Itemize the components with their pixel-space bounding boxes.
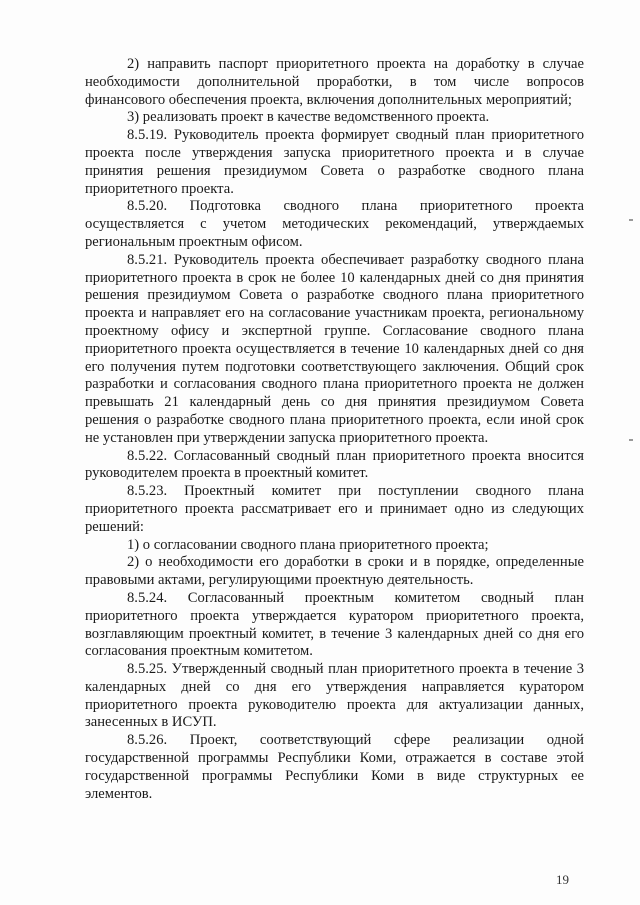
paragraph-8-5-22: 8.5.22. Согласованный сводный план приоритетного проекта вносится руководителем проекта в проектный комитет.	[85, 447, 584, 482]
paragraph-8-5-19: 8.5.19. Руководитель проекта формирует сводный план приоритетного проекта после утверждения запуска приоритетного проекта и в случае принятия решения президиумом Совета о разработке сводного плана приоритетного проекта.	[85, 127, 584, 197]
paragraph-decision-2: 2) о необходимости его доработки в сроки и в порядке, определенные правовыми актами, регулирующими проектную деятельность.	[85, 554, 584, 589]
paragraph-8-5-24: 8.5.24. Согласованный проектным комитетом сводный план приоритетного проекта утверждается куратором приоритетного проекта, возглавляющим проектный комитет, в течение 3 календарных дней со дня его согласования проектным комитетом.	[85, 589, 584, 660]
document-body	[85, 56, 584, 803]
paragraph-8-5-26: 8.5.26. Проект, соответствующий сфере реализации одной государственной программы Республики Коми, отражается в составе этой государственной программы Республики Коми в виде структурных ее элементов.	[85, 732, 584, 802]
paragraph-8-5-25: 8.5.25. Утвержденный сводный план приоритетного проекта в течение 3 календарных дней со дня его утверждения направляется куратором приоритетного проекта руководителю проекта для актуализации данных, занесенных в ИСУП.	[85, 661, 584, 731]
paragraph-8-5-23: 8.5.23. Проектный комитет при поступлении сводного плана приоритетного проекта рассматривает его и принимает одно из следующих решений:	[85, 483, 584, 535]
paragraph-8-5-21: 8.5.21. Руководитель проекта обеспечивает разработку сводного плана приоритетного проекта в срок не более 10 календарных дней со дня принятия решения президиумом Совета о разработке сводного плана приоритетного проекта и направляет его на согласование участникам проекта, региональному проектному офису и экспертной группе. Согласование сводного плана приоритетного проекта осуществляется в течение 10 календарных дней со дня его получения путем подготовки соответствующего заключения. Общий срок разработки и согласования сводного плана приоритетного проекта не должен превышать 21 календарный день со дня принятия президиумом Совета решения о разработке сводного плана приоритетного проекта, если иной срок не установлен при утверждении запуска приоритетного проекта.	[85, 251, 584, 446]
page-number: 19	[556, 872, 569, 887]
scan-edge-mark	[629, 439, 633, 441]
paragraph-decision-1: 1) о согласовании сводного плана приоритетного проекта;	[127, 536, 489, 553]
paragraph-8-5-20: 8.5.20. Подготовка сводного плана приоритетного проекта осуществляется с учетом методических рекомендаций, утверждаемых региональным проектным офисом.	[85, 198, 584, 250]
paragraph-item-2: 2) направить паспорт приоритетного проекта на доработку в случае необходимости дополнительной проработки, в том числе вопросов финансового обеспечения проекта, включения дополнительных мероприятий;	[85, 56, 584, 108]
paragraph-item-3: 3) реализовать проект в качестве ведомственного проекта.	[127, 109, 490, 126]
scan-edge-mark	[629, 219, 633, 221]
